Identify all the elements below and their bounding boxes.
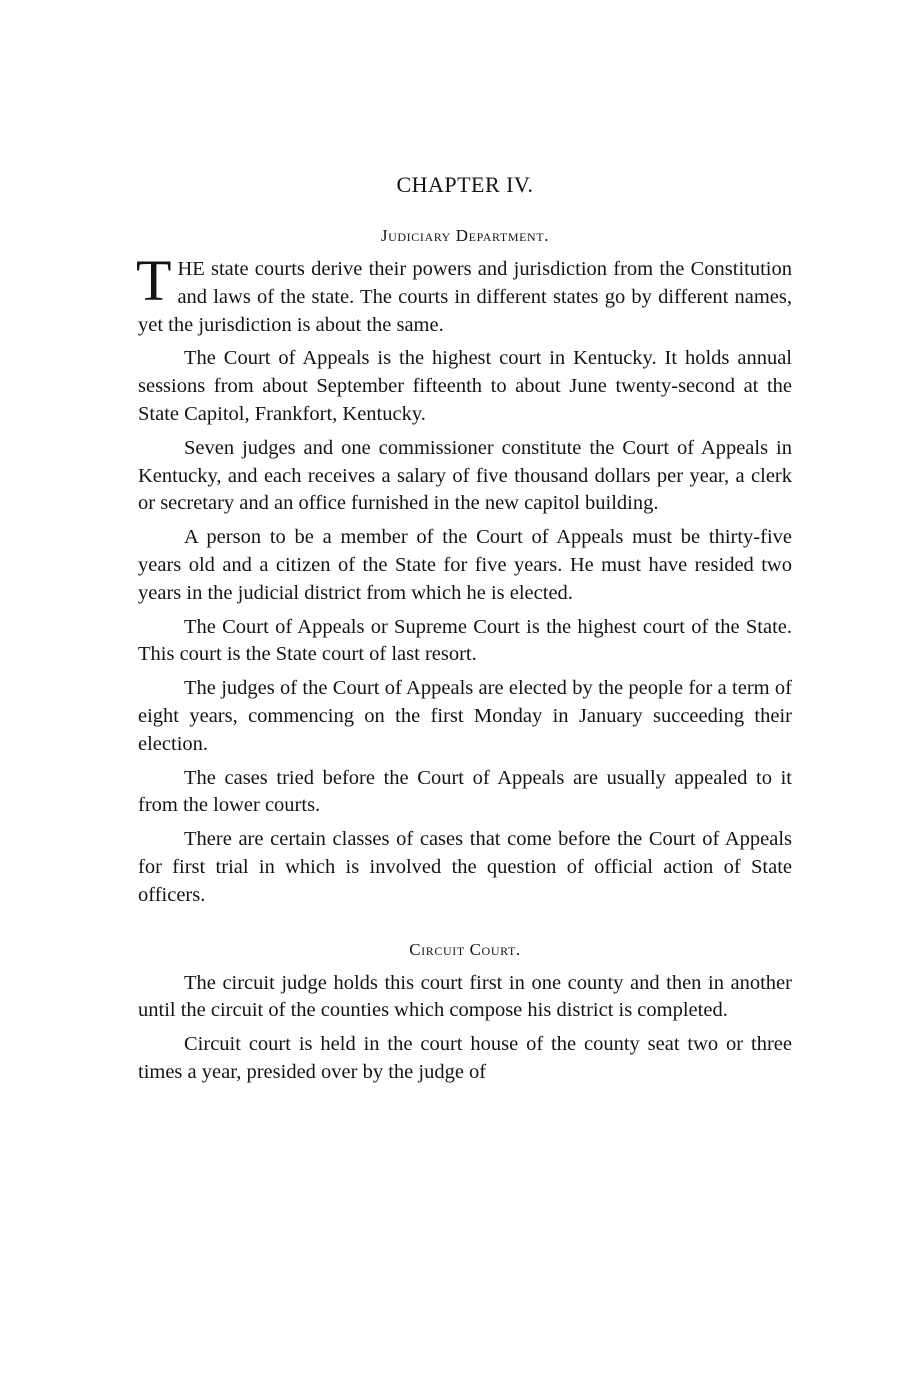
paragraph: The circuit judge holds this court first in one county and then in another until the circuit of the counties which compose his district is completed. (138, 971, 792, 1022)
chapter-heading: CHAPTER IV. (396, 172, 534, 197)
paragraph: The Court of Appeals or Supreme Court is the highest court of the State. This court is the State court of last resort. (138, 615, 792, 666)
section-heading-circuit-court: Circuit Court. (409, 939, 521, 959)
section-heading-judiciary: Judiciary Department. (380, 226, 550, 245)
paragraph: Seven judges and one commissioner constitute the Court of Appeals in Kentucky, and each receives a salary of five thousand dollars per year, a clerk or secretary and an office furnished in the new capitol building. (138, 436, 792, 515)
paragraph: There are certain classes of cases that come before the Court of Appeals for first trial in which is involved the question of official action of State officers. (138, 828, 792, 906)
opening-paragraph (136, 248, 792, 339)
paragraph: A person to be a member of the Court of Appeals must be thirty-five years old and a citizen of the State for five years. He must have resided two years in the judicial district from which he is elected. (138, 526, 792, 604)
paragraph: The judges of the Court of Appeals are elected by the people for a term of eight years, commencing on the first Monday in January succeeding their election. (138, 677, 792, 755)
paragraph: The cases tried before the Court of Appeals are usually appealed to it from the lower courts. (138, 766, 792, 817)
paragraph: Circuit court is held in the court house of the county seat two or three times a year, presided over by the judge of (138, 1033, 792, 1083)
drop-cap: T (136, 248, 172, 313)
book-page (138, 172, 792, 1093)
paragraph: The Court of Appeals is the highest court in Kentucky. It holds annual sessions from about September fifteenth to about June twenty-second at the State Capitol, Frankfort, Kentucky. (138, 347, 792, 425)
opening-paragraph-text: HE state courts derive their powers and jurisdiction from the Constitution and laws of the state. The courts in different states go by different names, yet the jurisdiction is about the same. (138, 258, 792, 336)
